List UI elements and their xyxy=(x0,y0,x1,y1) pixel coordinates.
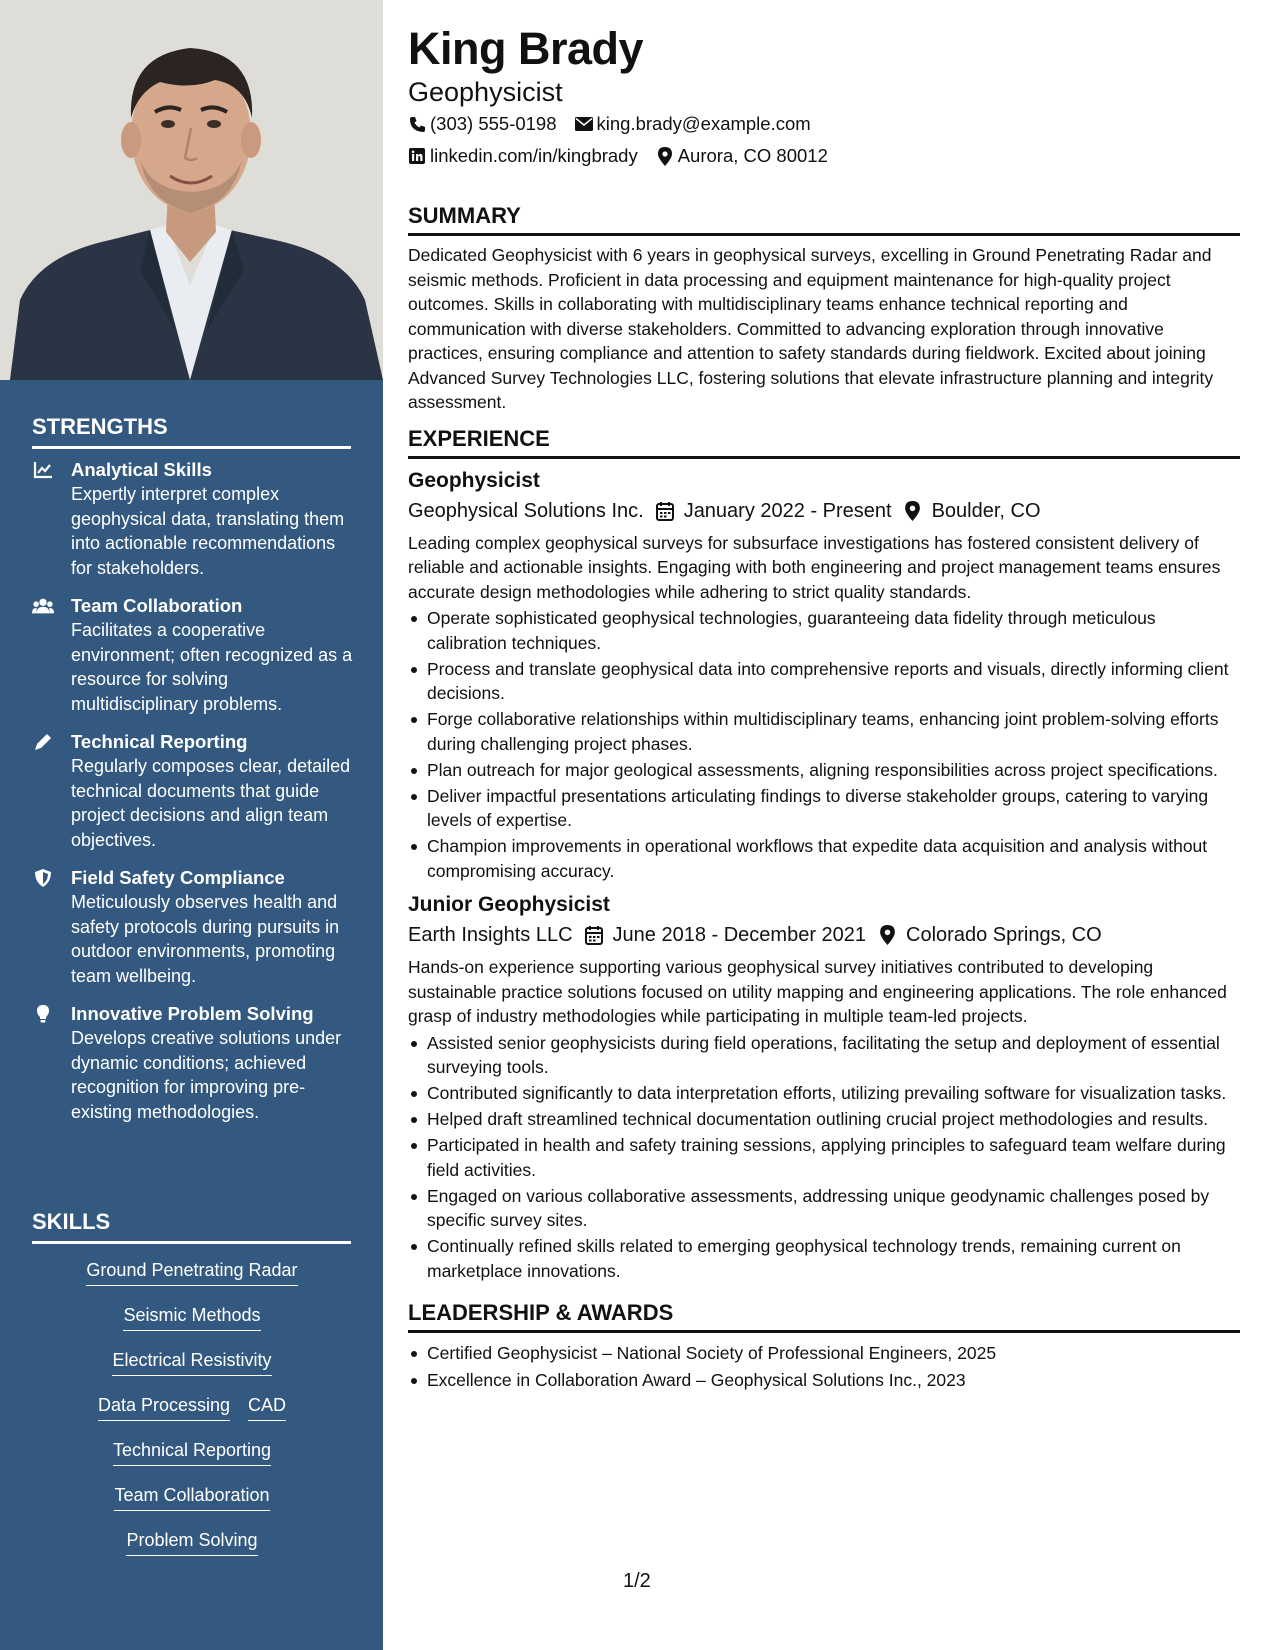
candidate-title: Geophysicist xyxy=(408,77,563,107)
skill-tag: CAD xyxy=(248,1393,286,1421)
skill-tag: Problem Solving xyxy=(126,1528,257,1556)
strength-title: Technical Reporting xyxy=(71,731,248,752)
job-description: Hands-on experience supporting various geophysical survey initiatives contributed to developing sustainable practice solutions focused on utility mapping and engineering applications. The role enhanced grasp of industry methodologies while participating in multiple team-led projects. xyxy=(408,957,1227,1026)
list-item: Process and translate geophysical data into comprehensive reports and visuals, directly informing client decisions. xyxy=(408,657,1240,706)
skill-tag: Team Collaboration xyxy=(114,1483,269,1511)
job-title: Junior Geophysicist xyxy=(408,893,610,916)
skill-tag: Ground Penetrating Radar xyxy=(86,1258,297,1286)
strength-item xyxy=(32,458,354,580)
job-meta xyxy=(408,496,1240,526)
strength-desc: Facilitates a cooperative environment; often recognized as a resource for solving multidisciplinary problems. xyxy=(71,620,353,714)
calendar-icon xyxy=(583,924,605,946)
sidebar xyxy=(0,0,383,1650)
email-link[interactable]: king.brady@example.com xyxy=(596,113,811,134)
linkedin-contact[interactable] xyxy=(408,140,638,172)
job-location: Colorado Springs, CO xyxy=(906,924,1102,946)
map-pin-icon xyxy=(876,924,898,946)
list-item: Engaged on various collaborative assessments, addressing unique geodynamic challenges posed by specific survey sites. xyxy=(408,1184,1240,1233)
job-title: Geophysicist xyxy=(408,468,540,492)
job-bullets xyxy=(408,1031,1240,1284)
location-text: Aurora, CO 80012 xyxy=(677,145,828,166)
list-item: Helped draft streamlined technical documentation outlining crucial project methodologies and results. xyxy=(408,1107,1240,1132)
map-pin-icon xyxy=(656,147,674,165)
summary-text: Dedicated Geophysicist with 6 years in geophysical surveys, excelling in Ground Penetrating Radar and seismic methods. Proficient in data processing and equipment maintenance for high-quality project outcomes. Skills in collaborating with multidisciplinary teams enhance technical reporting and communication with diverse stakeholders. Committed to advancing exploration through innovative practices, ensuring compliance and attention to safety standards during fieldwork. Excited about joining Advanced Survey Technologies LLC, fostering solutions that elevate infrastructure planning and integrity assessment. xyxy=(408,245,1214,412)
job-company: Geophysical Solutions Inc. xyxy=(408,499,644,522)
job-dates: January 2022 - Present xyxy=(683,499,892,522)
strengths-heading: STRENGTHS xyxy=(32,414,351,449)
phone-icon xyxy=(408,115,426,133)
candidate-name: King Brady xyxy=(408,23,644,74)
awards-heading: LEADERSHIP & AWARDS xyxy=(408,1299,1240,1333)
summary-heading: SUMMARY xyxy=(408,202,1240,236)
list-item: Operate sophisticated geophysical technologies, guaranteeing data fidelity through meticulous calibration techniques. xyxy=(408,606,1240,655)
strength-item xyxy=(32,730,354,852)
contact-row xyxy=(408,108,1240,140)
list-item: Excellence in Collaboration Award – Geophysical Solutions Inc., 2023 xyxy=(408,1368,1240,1393)
experience-heading: EXPERIENCE xyxy=(408,425,1240,459)
skill-tag: Seismic Methods xyxy=(123,1303,260,1331)
strength-title: Analytical Skills xyxy=(71,459,212,480)
list-item: Assisted senior geophysicists during field operations, facilitating the setup and deployment of essential surveying tools. xyxy=(408,1031,1240,1080)
strength-title: Field Safety Compliance xyxy=(71,867,285,888)
location-contact xyxy=(656,140,828,172)
strength-desc: Expertly interpret complex geophysical data, translating them into actionable recommendations for stakeholders. xyxy=(71,484,345,578)
strength-item xyxy=(32,1002,354,1124)
job-meta xyxy=(408,920,1240,950)
list-item: Participated in health and safety training sessions, applying principles to safeguard team welfare during field activities. xyxy=(408,1133,1240,1182)
list-item: Certified Geophysicist – National Society of Professional Engineers, 2025 xyxy=(408,1341,1240,1366)
linkedin-icon xyxy=(408,147,426,165)
strength-item xyxy=(32,866,354,988)
strength-title: Innovative Problem Solving xyxy=(71,1003,314,1024)
strength-desc: Develops creative solutions under dynamic conditions; achieved recognition for improving pre-existing methodologies. xyxy=(71,1028,342,1122)
strength-item xyxy=(32,594,354,716)
calendar-icon xyxy=(654,500,676,522)
skill-tag: Technical Reporting xyxy=(113,1438,271,1466)
main-content xyxy=(408,22,1240,1394)
awards-list xyxy=(408,1341,1240,1392)
phone-contact xyxy=(408,108,557,140)
contact-row xyxy=(408,140,1240,172)
lightbulb-icon xyxy=(32,1004,54,1024)
job-location: Boulder, CO xyxy=(931,499,1041,522)
strength-desc: Meticulously observes health and safety protocols during pursuits in outdoor environments, promoting team wellbeing. xyxy=(71,892,340,986)
phone-text: (303) 555-0198 xyxy=(430,113,557,134)
list-item: Forge collaborative relationships within multidisciplinary teams, enhancing joint problem-solving efforts during challenging project phases. xyxy=(408,707,1240,756)
users-icon xyxy=(32,596,54,616)
skills-heading: SKILLS xyxy=(32,1209,351,1244)
list-item: Continually refined skills related to emerging geophysical technology trends, remaining current on marketplace innovations. xyxy=(408,1234,1240,1283)
job-dates: June 2018 - December 2021 xyxy=(612,924,867,946)
pencil-icon xyxy=(32,732,54,752)
map-pin-icon xyxy=(902,500,924,522)
linkedin-link[interactable]: linkedin.com/in/kingbrady xyxy=(430,145,638,166)
job-bullets xyxy=(408,606,1240,883)
skills-list xyxy=(32,1258,352,1573)
strength-desc: Regularly composes clear, detailed technical documents that guide project decisions and align team objectives. xyxy=(71,756,351,850)
job-entry xyxy=(408,467,1240,884)
skill-tag: Electrical Resistivity xyxy=(112,1348,271,1376)
envelope-icon xyxy=(575,115,593,133)
list-item: Contributed significantly to data interpretation efforts, utilizing prevailing software for visualization tasks. xyxy=(408,1081,1240,1106)
list-item: Champion improvements in operational workflows that expedite data acquisition and analysis without compromising accuracy. xyxy=(408,834,1240,883)
email-contact[interactable] xyxy=(575,108,811,140)
profile-photo xyxy=(0,0,383,380)
shield-icon xyxy=(32,868,54,888)
job-entry xyxy=(408,891,1240,1283)
list-item: Plan outreach for major geological assessments, aligning responsibilities across project specifications. xyxy=(408,758,1240,783)
page-number: 1/2 xyxy=(623,1570,651,1592)
job-description: Leading complex geophysical surveys for subsurface investigations has fostered consistent delivery of reliable and actionable insights. Engaging with both engineering and project management teams ensures accurate design methodologies while adhering to strict quality standards. xyxy=(408,532,1221,602)
skill-tag: Data Processing xyxy=(98,1393,230,1421)
strength-title: Team Collaboration xyxy=(71,595,243,616)
strengths-list xyxy=(32,458,354,1138)
chart-line-icon xyxy=(32,460,54,480)
list-item: Deliver impactful presentations articulating findings to diverse stakeholder groups, catering to varying levels of expertise. xyxy=(408,784,1240,833)
job-company: Earth Insights LLC xyxy=(408,924,573,946)
